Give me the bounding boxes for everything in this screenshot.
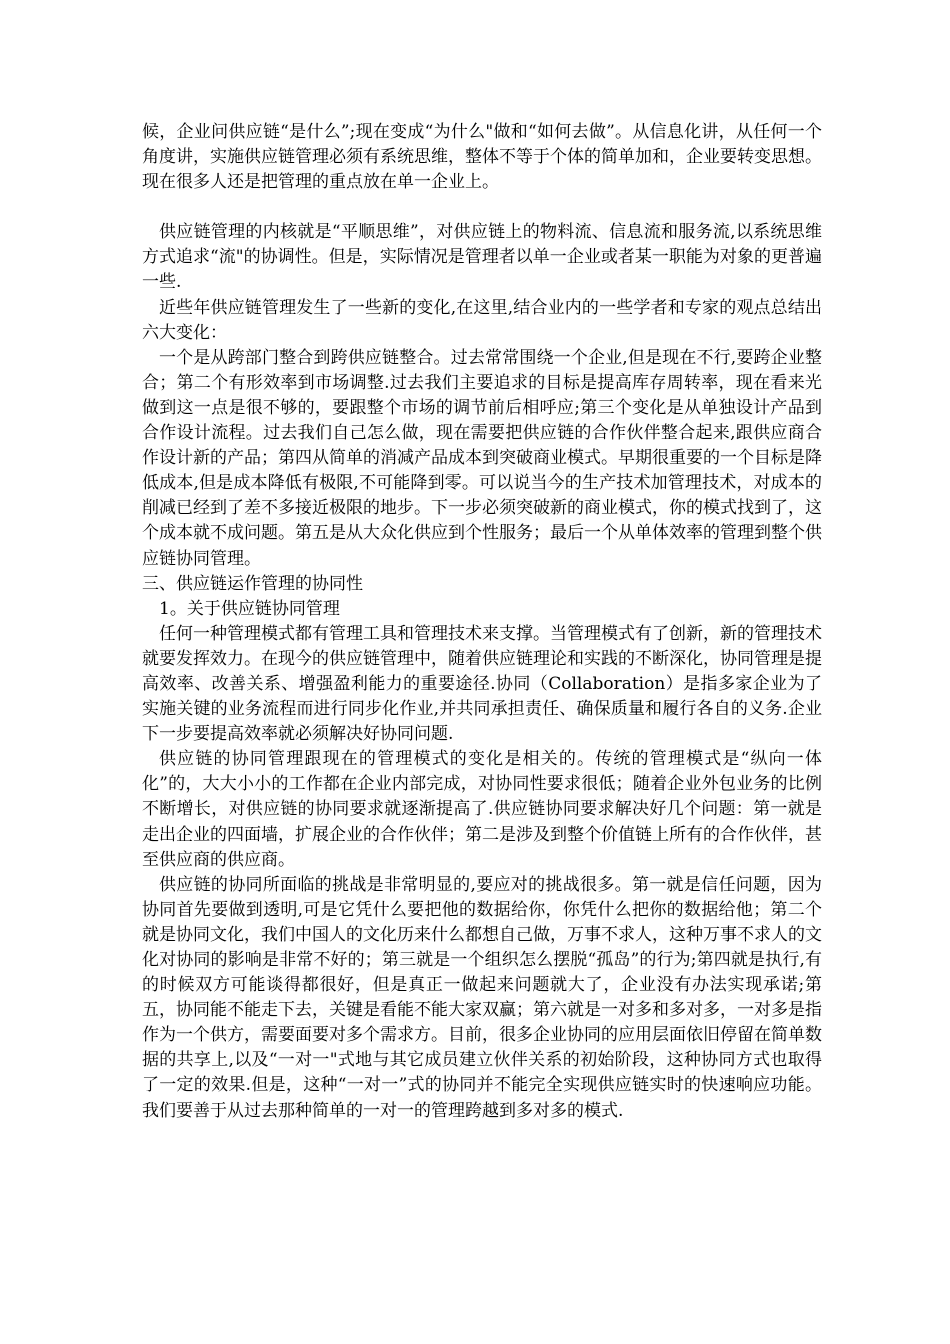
paragraph-collaboration-challenges: 供应链的协同所面临的挑战是非常明显的,要应对的挑战很多。第一就是信任问题，因为协同首先要做到透明,可是它凭什么要把他的数据给你，你凭什么把你的数据给他；第二个就是协同文化，我们中国人的文化历来什么都想自己做，万事不求人，这种万事不求人的文化对协同的影响是非常不好的；第三就是一个组织怎么摆脱“孤岛”的行为;第四就是执行,有的时候双方可能谈得都很好，但是真正一做起来问题就大了，企业没有办法实现承诺;第五，协同能不能走下去，关键是看能不能大家双赢；第六就是一对多和多对多，一对多是指作为一个供方，需要面要对多个需求方。目前，很多企业协同的应用层面依旧停留在简单数据的共享上,以及“一对一"式地与其它成员建立伙伴关系的初始阶段，这种协同方式也取得了一定的效果.但是，这种“一对一”式的协同并不能完全实现供应链实时的快速响应功能。我们要善于从过去那种简单的一对一的管理跨越到多对多的模式.	[142, 874, 822, 1121]
document-body	[142, 120, 822, 1124]
paragraph-continuation: 候，企业问供应链“是什么”;现在变成“为什么"做和“如何去做”。从信息化讲，从任何一个角度讲，实施供应链管理必须有系统思维，整体不等于个体的简单加和，企业要转变思想。现在很多人还是把管理的重点放在单一企业上。	[142, 122, 822, 193]
paragraph-core-thinking: 供应链管理的内核就是“平顺思维”，对供应链上的物料流、信息流和服务流,以系统思维方式追求“流"的协调性。但是，实际情况是管理者以单一企业或者某一职能为对象的更普遍一些.	[142, 222, 822, 293]
subsection-heading: 1。关于供应链协同管理	[159, 598, 340, 619]
section-heading: 三、供应链运作管理的协同性	[142, 573, 363, 594]
paragraph-six-changes-intro: 近些年供应链管理发生了一些新的变化,在这里,结合业内的一些学者和专家的观点总结出六大变化：	[142, 297, 822, 343]
paragraph-collaboration-management: 供应链的协同管理跟现在的管理模式的变化是相关的。传统的管理模式是“纵向一体化”的，大大小小的工作都在企业内部完成，对协同性要求很低；随着企业外包业务的比例不断增长，对供应链的协同要求就逐渐提高了.供应链协同要求解决好几个问题：第一就是走出企业的四面墙，扩展企业的合作伙伴；第二是涉及到整个价值链上所有的合作伙伴，甚至供应商的供应商。	[142, 749, 822, 870]
paragraph-collaboration-definition: 任何一种管理模式都有管理工具和管理技术来支撑。当管理模式有了创新，新的管理技术就要发挥效力。在现今的供应链管理中，随着供应链理论和实践的不断深化，协同管理是提高效率、改善关系、增强盈利能力的重要途径.协同（Collaboration）是指多家企业为了实施关键的业务流程而进行同步化作业,并共同承担责任、确保质量和履行各自的义务.企业下一步要提高效率就必须解决好协同问题.	[142, 623, 822, 745]
paragraph-six-changes: 一个是从跨部门整合到跨供应链整合。过去常常围绕一个企业,但是现在不行,要跨企业整合；第二个有形效率到市场调整.过去我们主要追求的目标是提高库存周转率，现在看来光做到这一点是很不够的，要跟整个市场的调节前后相呼应;第三个变化是从单独设计产品到合作设计流程。过去我们自己怎么做，现在需要把供应链的合作伙伴整合起来,跟供应商合作设计新的产品；第四从简单的消减产品成本到突破商业模式。早期很重要的一个目标是降低成本,但是成本降低有极限,不可能降到零。可以说当今的生产技术加管理技术，对成本的削减已经到了差不多接近极限的地步。下一步必须突破新的商业模式，你的模式找到了，这个成本就不成问题。第五是从大众化供应到个性服务；最后一个从单体效率的管理到整个供应链协同管理。	[142, 347, 822, 569]
